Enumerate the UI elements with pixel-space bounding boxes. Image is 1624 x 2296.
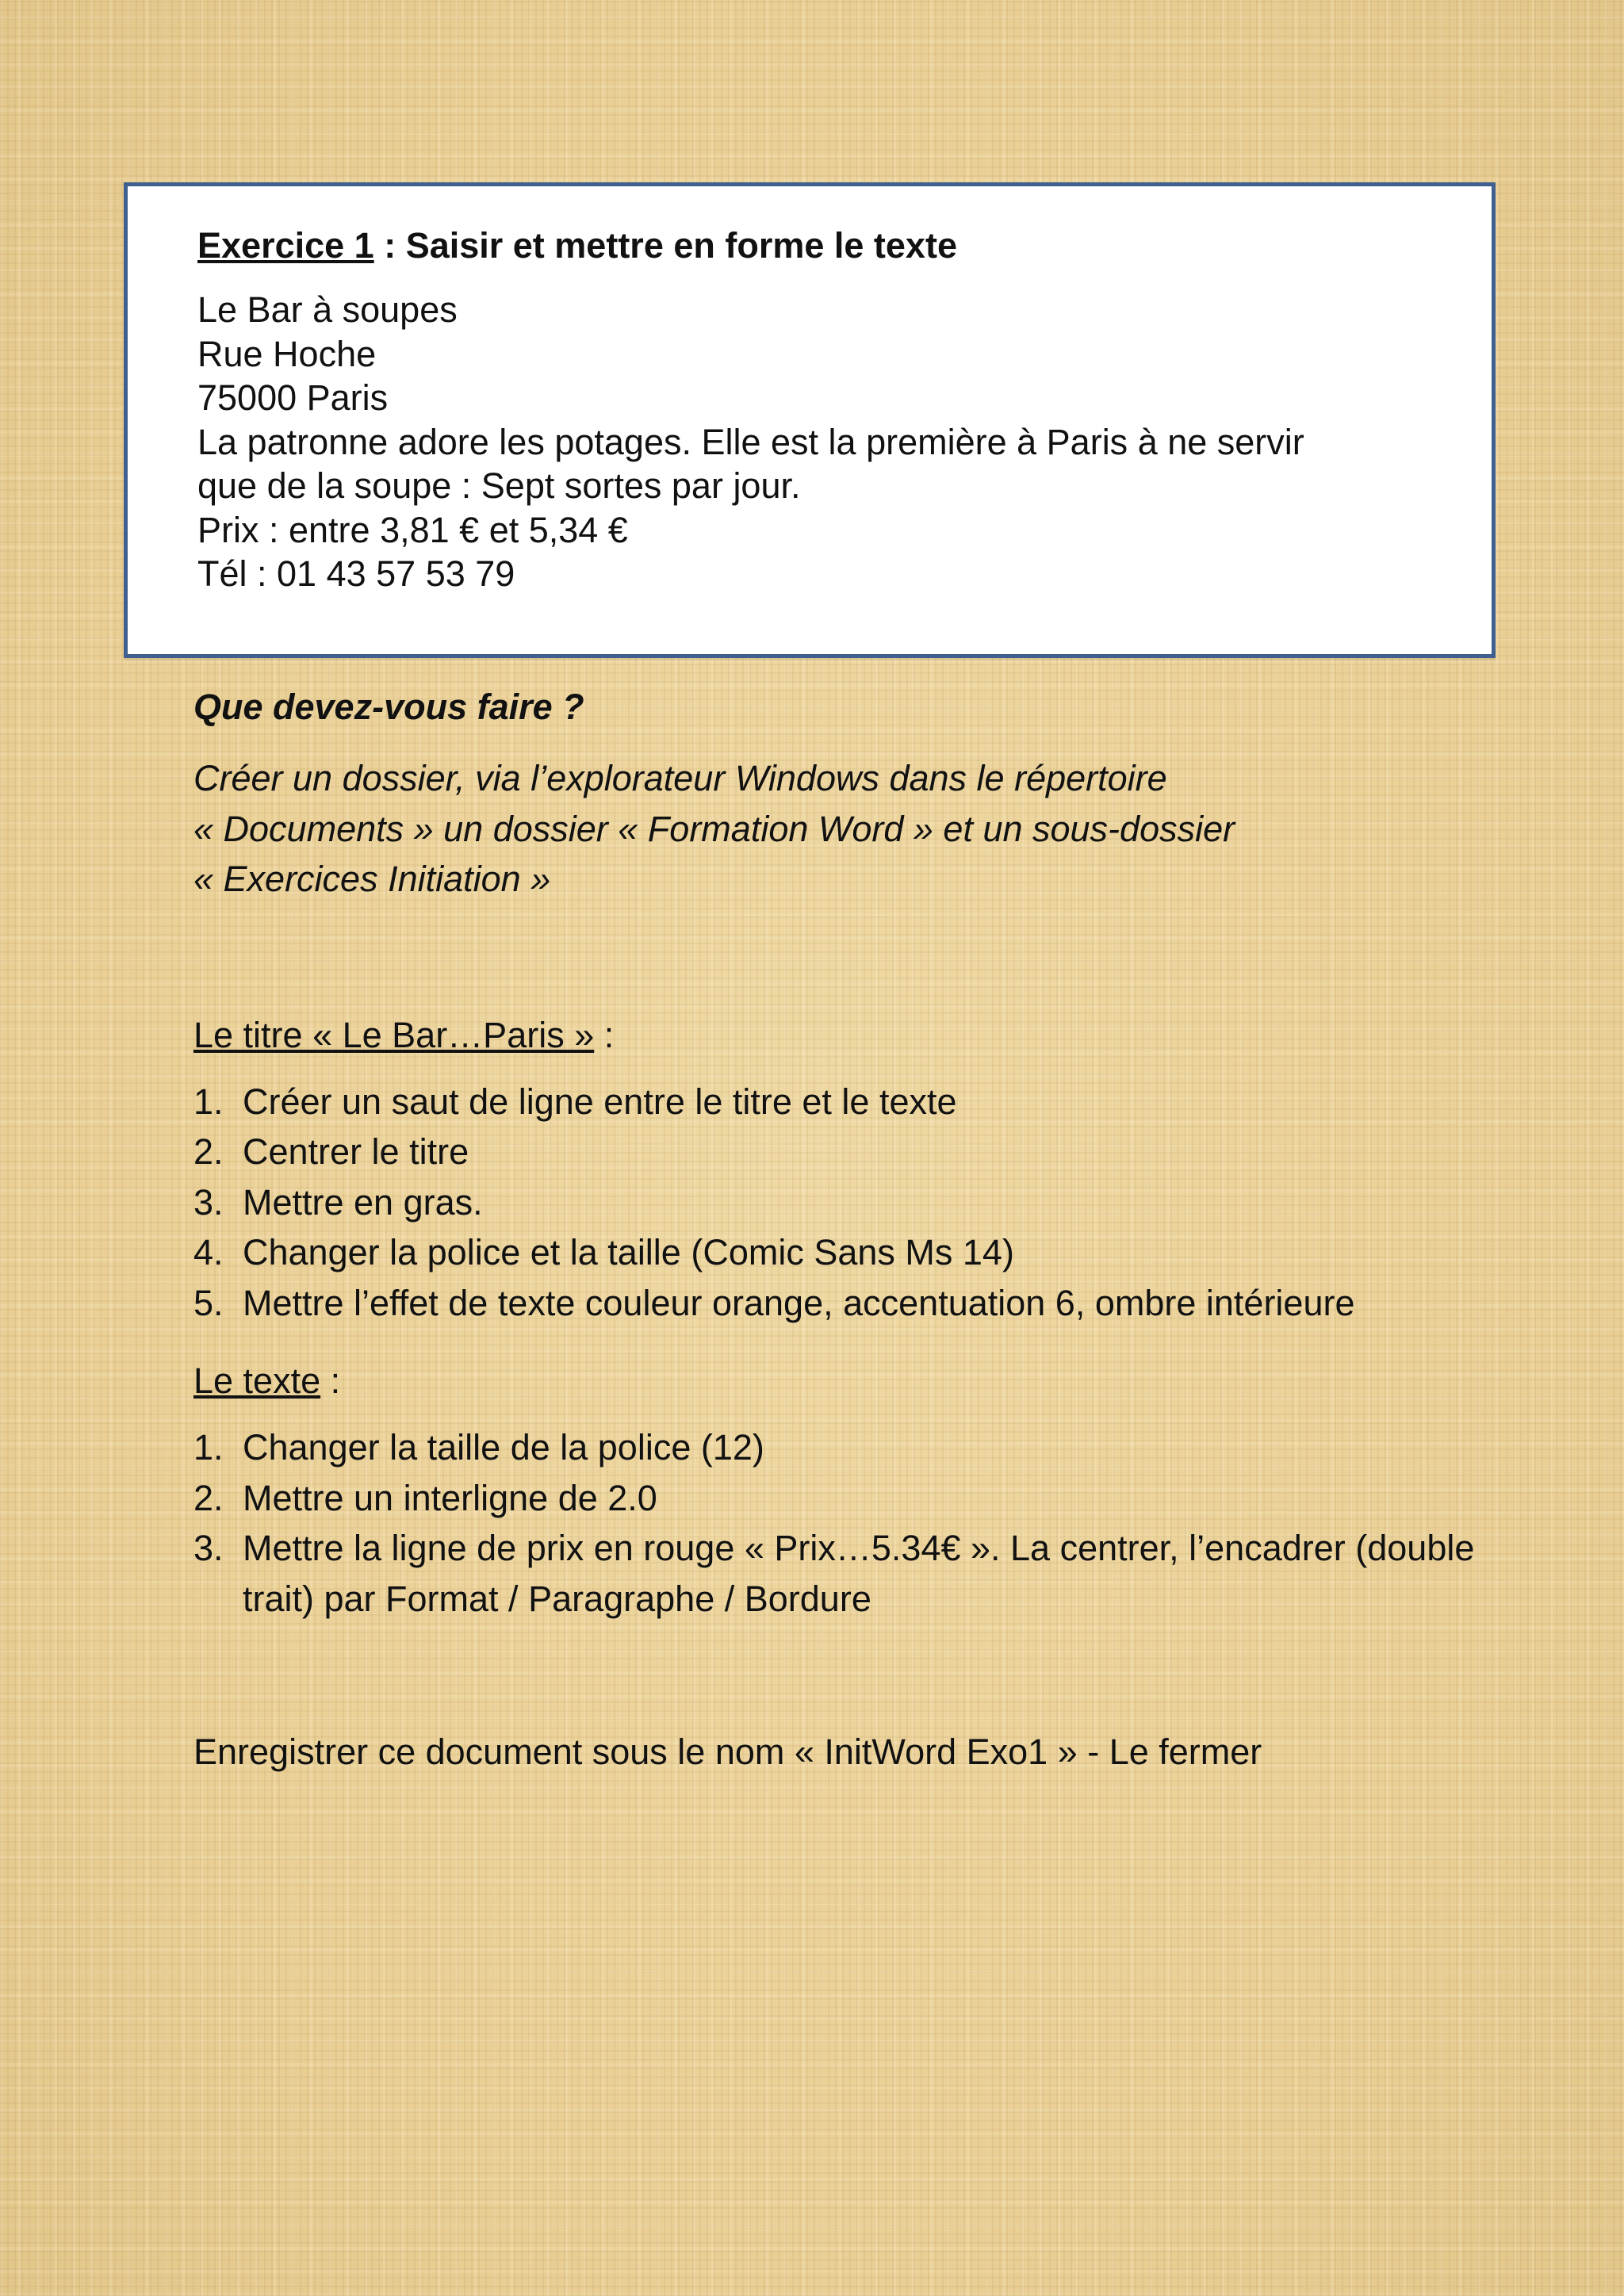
- list-item-text: Changer la police et la taille (Comic Sans Ms 14): [243, 1232, 1014, 1272]
- list-item-text: Mettre l’effet de texte couleur orange, accentuation 6, ombre intérieure: [243, 1282, 1355, 1323]
- list-item-number: 2.: [193, 1131, 224, 1172]
- list-item: [193, 1177, 1462, 1228]
- list-item-text: Mettre la ligne de prix en rouge « Prix…5.34€ ». La centrer, l’encadrer (double trait) par Format / Paragraphe / Bordure: [243, 1528, 1475, 1619]
- title-section-heading: [193, 1010, 1462, 1061]
- list-item: [193, 1523, 1496, 1624]
- title-section-heading-label: Le titre « Le Bar…Paris »: [193, 1014, 595, 1055]
- title-section-heading-suffix: :: [594, 1014, 615, 1055]
- list-item: [193, 1127, 1462, 1177]
- text-section-heading: [193, 1356, 1462, 1406]
- list-item: [193, 1473, 1462, 1524]
- save-instruction: Enregistrer ce document sous le nom « InitWord Exo1 » - Le fermer: [193, 1732, 1262, 1772]
- exercise-title-prefix: Exercice 1: [197, 225, 374, 266]
- instruction-line: Créer un dossier, via l’explorateur Windows dans le répertoire: [193, 758, 1167, 798]
- spacer: [193, 1624, 1462, 1727]
- instruction-line: « Documents » un dossier « Formation Word » et un sous-dossier: [193, 808, 1235, 849]
- spacer: [193, 905, 1462, 1010]
- list-item: [193, 1278, 1408, 1329]
- exercise-text-line: que de la soupe : Sept sortes par jour.: [197, 465, 801, 506]
- exercise-text-line: Rue Hoche: [197, 333, 377, 374]
- question-heading: Que devez-vous faire ?: [193, 687, 584, 727]
- exercise-title: [197, 224, 1492, 267]
- list-item-text: Changer la taille de la police (12): [243, 1427, 764, 1468]
- text-section-heading-suffix: :: [320, 1360, 341, 1401]
- spacer: [193, 1328, 1462, 1356]
- text-section-heading-label: Le texte: [193, 1360, 321, 1401]
- list-item-number: 1.: [193, 1081, 224, 1122]
- list-item: [193, 1227, 1462, 1278]
- exercise-text-line: Tél : 01 43 57 53 79: [197, 553, 515, 594]
- exercise-box: [124, 182, 1496, 658]
- exercise-title-rest: : Saisir et mettre en forme le texte: [373, 225, 957, 266]
- list-item: [193, 1077, 1462, 1127]
- list-item-number: 2.: [193, 1477, 224, 1518]
- exercise-text-line: Prix : entre 3,81 € et 5,34 €: [197, 509, 628, 550]
- list-item-number: 4.: [193, 1232, 224, 1272]
- instructions-content: [193, 682, 1475, 1777]
- list-item-text: Mettre en gras.: [243, 1181, 483, 1223]
- list-item-number: 5.: [193, 1282, 224, 1323]
- exercise-text-line: La patronne adore les potages. Elle est la première à Paris à ne servir: [197, 421, 1304, 462]
- folder-instructions: [193, 753, 1462, 905]
- exercise-text: [197, 288, 1492, 596]
- list-item: [193, 1422, 1462, 1473]
- list-item-text: Centrer le titre: [243, 1131, 469, 1172]
- exercise-text-line: Le Bar à soupes: [197, 289, 458, 330]
- list-item-number: 1.: [193, 1427, 224, 1468]
- list-item-text: Créer un saut de ligne entre le titre et le texte: [243, 1081, 957, 1122]
- list-item-number: 3.: [193, 1181, 224, 1223]
- list-item-text: Mettre un interligne de 2.0: [243, 1477, 657, 1518]
- title-steps-list: [193, 1077, 1462, 1329]
- list-item-number: 3.: [193, 1528, 224, 1568]
- instruction-line: « Exercices Initiation »: [193, 859, 551, 899]
- text-steps-list: [193, 1422, 1475, 1624]
- exercise-text-line: 75000 Paris: [197, 377, 389, 418]
